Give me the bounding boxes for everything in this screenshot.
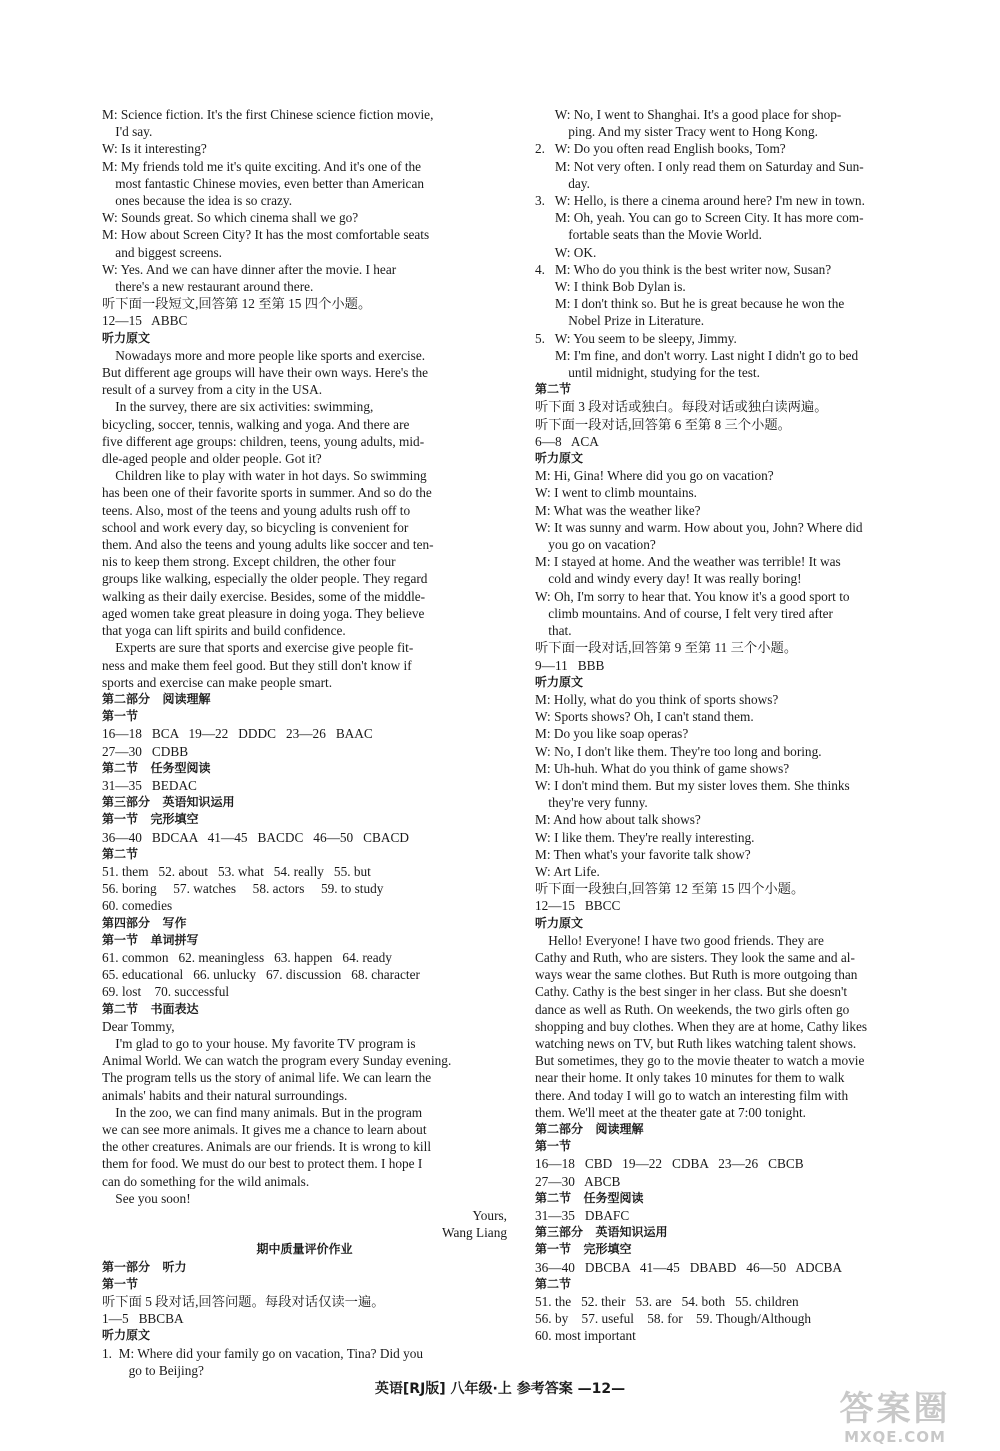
text-line: W: I think Bob Dylan is. xyxy=(535,279,686,295)
text-line: can do something for the wild animals. xyxy=(102,1173,310,1189)
text-line: go to Beijing? xyxy=(102,1362,204,1378)
text-line: 56. by 57. useful 58. for 59. Though/Although xyxy=(535,1311,812,1327)
text-line: 16—18 CBD 19—22 CDBA 23—26 CBCB xyxy=(535,1156,804,1172)
text-line: 60. most important xyxy=(535,1328,636,1344)
text-line: M: Not very often. I only read them on Saturday and Sun- xyxy=(535,158,864,174)
section-heading: 第四部分 写作 xyxy=(102,915,187,930)
text-line: M: What was the weather like? xyxy=(535,502,701,518)
text-line: In the survey, there are six activities: swimming, xyxy=(102,399,374,415)
right-column xyxy=(535,106,940,1345)
text-line: W: OK. xyxy=(535,244,597,260)
text-line: dle-aged people and older people. Got it? xyxy=(102,451,322,467)
text-line: walking as their daily exercise. Besides, some of the middle- xyxy=(102,588,426,604)
text-line: W: I went to climb mountains. xyxy=(535,485,697,501)
text-line: W: No, I went to Shanghai. It's a good place for shop- xyxy=(535,107,842,122)
text-line: there. And today I will go to watch an interesting film with xyxy=(535,1087,849,1103)
text-line: W: Art Life. xyxy=(535,863,600,879)
text-line: Dear Tommy, xyxy=(102,1018,175,1034)
text-line: ness and make them feel good. But they still don't know if xyxy=(102,657,412,673)
text-line: the other creatures. Animals are our friends. It is wrong to kill xyxy=(102,1139,432,1155)
text-line: M: How about Screen City? It has the most comfortable seats xyxy=(102,227,430,243)
text-line: 听下面 5 段对话,回答问题。每段对话仅读一遍。 xyxy=(102,1294,385,1310)
text-line: nis to keep them strong. Except children, the other four xyxy=(102,554,396,570)
watermark-logo xyxy=(820,1390,970,1450)
text-line: W: Sports shows? Oh, I can't stand them. xyxy=(535,709,754,725)
text-line: ways wear the same clothes. But Ruth is more outgoing than xyxy=(535,967,858,983)
text-line: W: I don't mind them. But my sister loves them. She thinks xyxy=(535,777,850,793)
watermark-url: MXQE.COM xyxy=(844,1428,946,1446)
text-line: bicycling, soccer, tennis, walking and yoga. And there are xyxy=(102,416,410,432)
text-line: 5. W: You seem to be sleepy, Jimmy. xyxy=(535,330,737,346)
page-footer: 英语[RJ版] 八年级·上 参考答案 —12— xyxy=(374,1381,626,1397)
text-line: that. xyxy=(535,623,572,639)
text-line: 51. the 52. their 53. are 54. both 55. children xyxy=(535,1294,799,1310)
watermark-logo-text: 答案圈 xyxy=(839,1389,951,1429)
left-column xyxy=(102,106,507,1379)
text-line: M: I stayed at home. And the weather was terrible! It was xyxy=(535,554,841,570)
section-heading: 第二节 任务型阅读 xyxy=(102,760,211,775)
text-line: fortable seats than the Movie World. xyxy=(535,227,762,243)
section-heading: 听力原文 xyxy=(535,674,584,689)
text-line: them. And also the teens and young adults like soccer and ten- xyxy=(102,537,434,553)
text-line: W: Is it interesting? xyxy=(102,141,207,157)
text-line: 27—30 CDBB xyxy=(102,743,189,759)
text-line: 听下面一段短文,回答第 12 至第 15 四个小题。 xyxy=(102,296,372,312)
section-heading: 期中质量评价作业 xyxy=(256,1242,353,1257)
section-heading: 第二节 xyxy=(102,846,139,861)
text-line: 3. W: Hello, is there a cinema around here? I'm new in town. xyxy=(535,193,865,209)
text-line: Animal World. We can watch the program every Sunday evening. xyxy=(102,1053,452,1069)
text-line: 1. M: Where did your family go on vacation, Tina? Did you xyxy=(102,1345,424,1361)
text-line: most fantastic Chinese movies, even better than American xyxy=(102,175,424,191)
text-line: 2. W: Do you often read English books, Tom? xyxy=(535,141,786,157)
text-line: them. We'll meet at the theater gate at 7:00 tonight. xyxy=(535,1104,806,1120)
text-line: 31—35 BEDAC xyxy=(102,777,197,793)
section-heading: 第二部分 阅读理解 xyxy=(102,691,211,706)
section-heading: 第一节 xyxy=(102,709,139,724)
text-line: them for food. We must do our best to protect them. I hope I xyxy=(102,1156,423,1172)
text-line: 61. common 62. meaningless 63. happen 64. ready xyxy=(102,949,392,965)
text-line: In the zoo, we can find many animals. But in the program xyxy=(102,1104,423,1120)
text-line: we can see more animals. It gives me a chance to learn about xyxy=(102,1121,427,1137)
text-line: M: I'm fine, and don't worry. Last night I didn't go to bed xyxy=(535,347,859,363)
text-line: watching news on TV, but Ruth likes watching talent shows. xyxy=(535,1035,857,1051)
text-line: shopping and buy clothes. When they are at home, Cathy likes xyxy=(535,1018,868,1034)
section-heading: 第三部分 英语知识运用 xyxy=(535,1225,668,1240)
section-heading: 第二部分 阅读理解 xyxy=(535,1121,644,1136)
section-heading: 第一节 单词拼写 xyxy=(102,932,199,947)
text-line: Yours, xyxy=(472,1208,507,1223)
text-line: 听下面一段对话,回答第 9 至第 11 三个小题。 xyxy=(535,640,798,656)
section-heading: 听力原文 xyxy=(535,451,584,466)
text-line: M: Uh-huh. What do you think of game shows? xyxy=(535,760,790,776)
text-line: has been one of their favorite sports in summer. And so do the xyxy=(102,485,432,501)
text-line: 1—5 BBCBA xyxy=(102,1311,184,1327)
text-line: 听下面一段对话,回答第 6 至第 8 三个小题。 xyxy=(535,416,791,432)
text-line: But sometimes, they go to the movie theater to watch a movie xyxy=(535,1053,865,1069)
section-heading: 听力原文 xyxy=(102,1328,151,1343)
text-line: W: It was sunny and warm. How about you, John? Where did xyxy=(535,519,863,535)
text-line: ones because the idea is so crazy. xyxy=(102,193,293,209)
section-heading: 第二节 xyxy=(535,382,572,397)
text-line: ping. And my sister Tracy went to Hong Kong. xyxy=(535,124,818,140)
text-line: climb mountains. And of course, I felt very tired after xyxy=(535,605,833,621)
section-heading: 第一节 xyxy=(102,1276,139,1291)
text-line: school and work every day, so bicycling is convenient for xyxy=(102,519,409,535)
text-line: W: Sounds great. So which cinema shall we go? xyxy=(102,210,359,226)
text-line: cold and windy every day! It was really boring! xyxy=(535,571,802,587)
text-line: But different age groups will have their own ways. Here's the xyxy=(102,365,428,381)
text-line: 31—35 DBAFC xyxy=(535,1208,630,1223)
text-line: five different age groups: children, teens, young adults, mid- xyxy=(102,433,425,449)
text-line: you go on vacation? xyxy=(535,537,656,553)
section-heading: 听力原文 xyxy=(535,915,584,930)
text-line: groups like walking, especially the older people. They regard xyxy=(102,571,428,587)
text-line: teens. Also, most of the teens and young adults rush off to xyxy=(102,502,411,518)
text-line: W: Yes. And we can have dinner after the movie. I hear xyxy=(102,261,397,277)
text-line: 36—40 DBCBA 41—45 DBABD 46—50 ADCBA xyxy=(535,1259,842,1275)
section-heading: 第一部分 听力 xyxy=(102,1259,187,1274)
text-line: 69. lost 70. successful xyxy=(102,984,230,1000)
text-line: M: And how about talk shows? xyxy=(535,812,701,828)
section-heading: 第三部分 英语知识运用 xyxy=(102,795,235,810)
text-line: 56. boring 57. watches 58. actors 59. to study xyxy=(102,881,384,897)
text-line: that yoga can lift spirits and build confidence. xyxy=(102,623,346,639)
text-line: they're very funny. xyxy=(535,795,648,811)
text-line: W: Oh, I'm sorry to hear that. You know it's a good sport to xyxy=(535,588,850,604)
text-line: 27—30 ABCB xyxy=(535,1173,621,1189)
text-line: day. xyxy=(535,175,590,191)
text-line: Nowadays more and more people like sports and exercise. xyxy=(102,347,426,363)
text-line: 51. them 52. about 53. what 54. really 55. but xyxy=(102,863,371,879)
text-line: aged women take great pleasure in doing yoga. They believe xyxy=(102,605,425,621)
section-heading: 第一节 完形填空 xyxy=(535,1242,632,1257)
text-line: The program tells us the story of animal life. We can learn the xyxy=(102,1070,432,1086)
text-line: M: Hi, Gina! Where did you go on vacation? xyxy=(535,468,774,484)
text-line: Nobel Prize in Literature. xyxy=(535,313,705,329)
text-line: Cathy. Cathy is the best singer in her class. But she doesn't xyxy=(535,984,848,1000)
text-line: See you soon! xyxy=(102,1190,191,1206)
text-line: Wang Liang xyxy=(441,1225,507,1241)
text-line: W: No, I don't like them. They're too long and boring. xyxy=(535,743,822,759)
text-line: Experts are sure that sports and exercise give people fit- xyxy=(102,640,414,656)
text-line: Cathy and Ruth, who are sisters. They look the same and al- xyxy=(535,949,855,965)
text-line: 听下面 3 段对话或独白。每段对话或独白读两遍。 xyxy=(535,399,828,415)
text-line: 12—15 BBCC xyxy=(535,898,621,914)
section-heading: 第二节 xyxy=(535,1276,572,1291)
section-heading: 第二节 书面表达 xyxy=(102,1001,199,1016)
text-line: I'm glad to go to your house. My favorite TV program is xyxy=(102,1035,416,1051)
text-line: 听下面一段独白,回答第 12 至第 15 四个小题。 xyxy=(535,881,805,897)
text-line: M: Holly, what do you think of sports shows? xyxy=(535,691,779,707)
text-line: M: My friends told me it's quite exciting. And it's one of the xyxy=(102,158,422,174)
text-line: 12—15 ABBC xyxy=(102,313,188,329)
text-line: 6—8 ACA xyxy=(535,433,599,449)
text-line: 65. educational 66. unlucky 67. discussion 68. character xyxy=(102,967,420,983)
text-line: 9—11 BBB xyxy=(535,657,605,673)
text-line: near their home. It only takes 10 minutes for them to walk xyxy=(535,1070,845,1086)
text-line: I'd say. xyxy=(102,124,153,140)
text-line: 16—18 BCA 19—22 DDDC 23—26 BAAC xyxy=(102,726,373,742)
text-line: dance as well as Ruth. On weekends, the two girls often go xyxy=(535,1001,850,1017)
text-line: M: I don't think so. But he is great because he won the xyxy=(535,296,845,312)
section-heading: 第一节 xyxy=(535,1139,572,1154)
text-line: there's a new restaurant around there. xyxy=(102,279,314,295)
text-line: W: I like them. They're really interesting. xyxy=(535,829,755,845)
text-line: sports and exercise can make people smart. xyxy=(102,674,333,690)
text-line: Children like to play with water in hot days. So swimming xyxy=(102,468,427,484)
text-line: M: Science fiction. It's the first Chinese science fiction movie, xyxy=(102,107,434,122)
section-heading: 第二节 任务型阅读 xyxy=(535,1190,644,1205)
text-line: result of a survey from a city in the USA. xyxy=(102,382,323,398)
text-line: M: Oh, yeah. You can go to Screen City. It has more com- xyxy=(535,210,864,226)
text-line: M: Do you like soap operas? xyxy=(535,726,689,742)
text-line: Hello! Everyone! I have two good friends. They are xyxy=(535,932,824,948)
text-line: and biggest screens. xyxy=(102,244,223,260)
text-line: 36—40 BDCAA 41—45 BACDC 46—50 CBACD xyxy=(102,829,409,845)
text-line: 4. M: Who do you think is the best writer now, Susan? xyxy=(535,261,832,277)
text-line: until midnight, studying for the test. xyxy=(535,365,760,381)
text-line: M: Then what's your favorite talk show? xyxy=(535,846,751,862)
text-line: animals' habits and their natural surroundings. xyxy=(102,1087,348,1103)
section-heading: 听力原文 xyxy=(102,330,151,345)
text-line: 60. comedies xyxy=(102,898,173,914)
section-heading: 第一节 完形填空 xyxy=(102,812,199,827)
